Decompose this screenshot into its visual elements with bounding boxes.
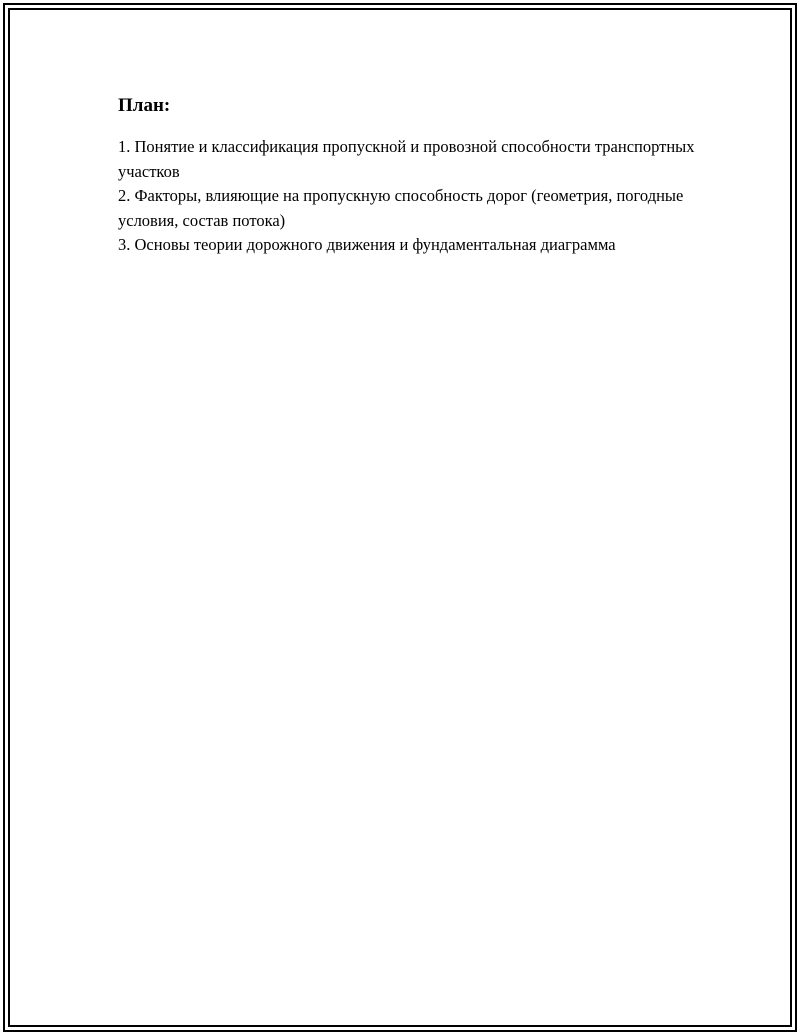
plan-item-1: 1. Понятие и классификация пропускной и провозной способности транспортных участков bbox=[118, 137, 695, 181]
document-content bbox=[118, 95, 698, 258]
plan-item-3: 3. Основы теории дорожного движения и фундаментальная диаграмма bbox=[118, 235, 616, 254]
plan-list bbox=[118, 135, 698, 258]
plan-item-2: 2. Факторы, влияющие на пропускную способность дорог (геометрия, погодные условия, состав потока) bbox=[118, 186, 684, 230]
plan-heading: План: bbox=[118, 95, 171, 116]
